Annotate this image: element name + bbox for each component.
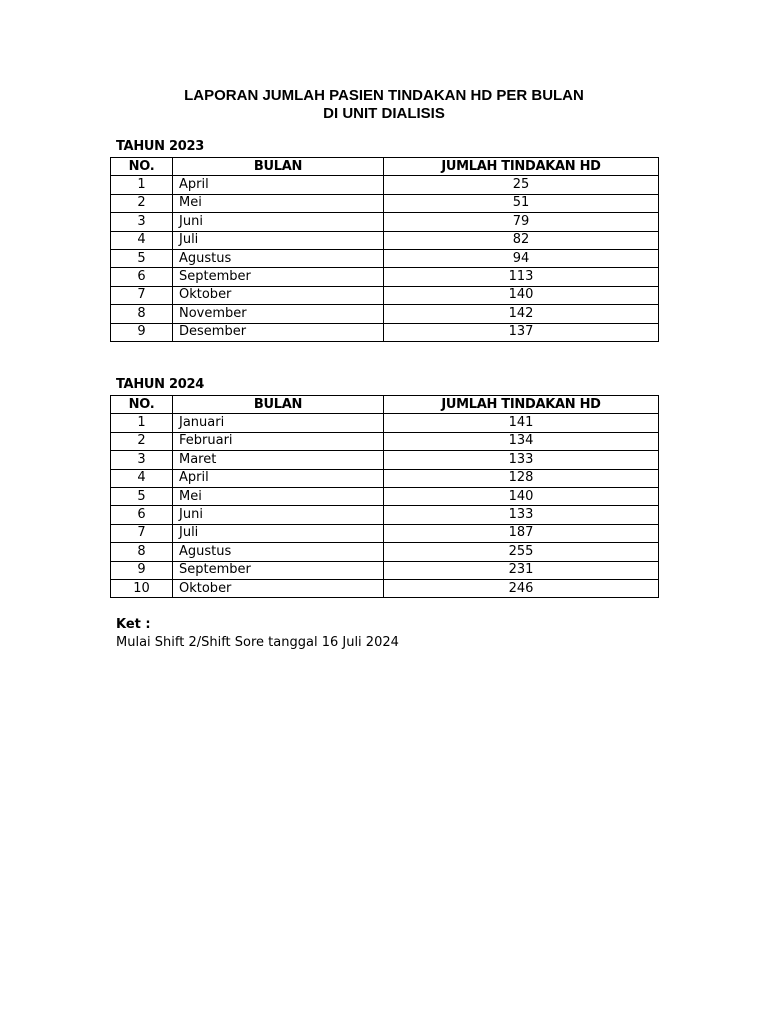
table-header-row: [111, 396, 659, 414]
cell-jumlah: 82: [384, 231, 659, 249]
cell-no: 3: [111, 451, 173, 469]
cell-no: 8: [111, 305, 173, 323]
table-row: [111, 451, 659, 469]
cell-bulan: Agustus: [173, 249, 384, 267]
cell-no: 2: [111, 194, 173, 212]
column-header-bulan: BULAN: [173, 158, 384, 176]
cell-bulan: Februari: [173, 432, 384, 450]
table-row: [111, 579, 659, 597]
table-2023: [110, 157, 659, 342]
cell-jumlah: 141: [384, 414, 659, 432]
table-row: [111, 194, 659, 212]
cell-no: 9: [111, 561, 173, 579]
year-label-2024: TAHUN 2024: [116, 377, 204, 392]
cell-jumlah: 113: [384, 268, 659, 286]
cell-jumlah: 94: [384, 249, 659, 267]
cell-no: 7: [111, 286, 173, 304]
cell-jumlah: 231: [384, 561, 659, 579]
column-header-bulan: BULAN: [173, 396, 384, 414]
cell-bulan: Juli: [173, 524, 384, 542]
cell-no: 3: [111, 213, 173, 231]
cell-jumlah: 142: [384, 305, 659, 323]
cell-jumlah: 51: [384, 194, 659, 212]
cell-bulan: Juni: [173, 506, 384, 524]
table-row: [111, 213, 659, 231]
year-label-2023: TAHUN 2023: [116, 139, 204, 154]
cell-bulan: September: [173, 268, 384, 286]
table-row: [111, 506, 659, 524]
cell-no: 5: [111, 487, 173, 505]
cell-jumlah: 255: [384, 543, 659, 561]
cell-no: 7: [111, 524, 173, 542]
cell-no: 4: [111, 469, 173, 487]
table-row: [111, 524, 659, 542]
cell-no: 4: [111, 231, 173, 249]
cell-bulan: April: [173, 176, 384, 194]
table-2024: [110, 395, 659, 598]
cell-bulan: Mei: [173, 487, 384, 505]
table-row: [111, 286, 659, 304]
cell-jumlah: 25: [384, 176, 659, 194]
cell-bulan: Maret: [173, 451, 384, 469]
cell-bulan: Mei: [173, 194, 384, 212]
cell-no: 6: [111, 268, 173, 286]
cell-no: 6: [111, 506, 173, 524]
cell-jumlah: 137: [384, 323, 659, 341]
table-row: [111, 305, 659, 323]
cell-jumlah: 133: [384, 506, 659, 524]
cell-jumlah: 134: [384, 432, 659, 450]
cell-bulan: Desember: [173, 323, 384, 341]
table-row: [111, 543, 659, 561]
report-subtitle: DI UNIT DIALISIS: [323, 105, 445, 122]
table-header-row: [111, 158, 659, 176]
report-title: LAPORAN JUMLAH PASIEN TINDAKAN HD PER BULAN: [184, 87, 584, 104]
cell-jumlah: 246: [384, 579, 659, 597]
cell-jumlah: 140: [384, 286, 659, 304]
cell-bulan: Januari: [173, 414, 384, 432]
cell-bulan: Oktober: [173, 286, 384, 304]
cell-bulan: Oktober: [173, 579, 384, 597]
table-row: [111, 432, 659, 450]
cell-jumlah: 133: [384, 451, 659, 469]
table-row: [111, 561, 659, 579]
table-row: [111, 414, 659, 432]
table-row: [111, 231, 659, 249]
cell-bulan: Juni: [173, 213, 384, 231]
cell-jumlah: 128: [384, 469, 659, 487]
table-row: [111, 268, 659, 286]
cell-no: 10: [111, 579, 173, 597]
column-header-jumlah: JUMLAH TINDAKAN HD: [384, 158, 659, 176]
cell-bulan: September: [173, 561, 384, 579]
cell-no: 1: [111, 414, 173, 432]
cell-jumlah: 187: [384, 524, 659, 542]
cell-jumlah: 79: [384, 213, 659, 231]
cell-bulan: Agustus: [173, 543, 384, 561]
table-row: [111, 249, 659, 267]
table-row: [111, 487, 659, 505]
table-row: [111, 323, 659, 341]
cell-no: 2: [111, 432, 173, 450]
table-row: [111, 469, 659, 487]
cell-bulan: April: [173, 469, 384, 487]
cell-no: 9: [111, 323, 173, 341]
table-row: [111, 176, 659, 194]
cell-bulan: November: [173, 305, 384, 323]
cell-jumlah: 140: [384, 487, 659, 505]
column-header-jumlah: JUMLAH TINDAKAN HD: [384, 396, 659, 414]
cell-bulan: Juli: [173, 231, 384, 249]
note-text: Mulai Shift 2/Shift Sore tanggal 16 Juli 2024: [116, 635, 399, 650]
cell-no: 8: [111, 543, 173, 561]
note-label: Ket :: [116, 617, 151, 632]
cell-no: 5: [111, 249, 173, 267]
cell-no: 1: [111, 176, 173, 194]
column-header-no: NO.: [111, 158, 173, 176]
column-header-no: NO.: [111, 396, 173, 414]
